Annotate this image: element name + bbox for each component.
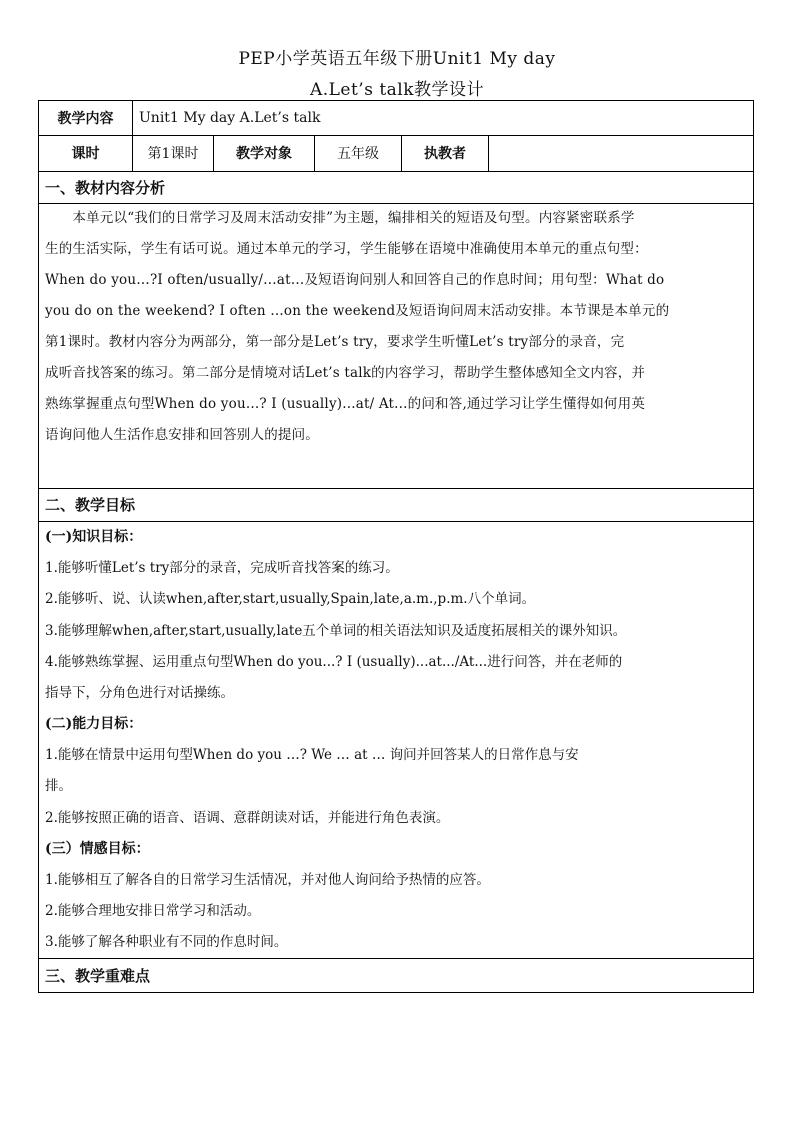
section3-heading-row <box>39 958 753 992</box>
section2-heading-row <box>39 488 753 522</box>
document-subtitle: A.Let’s talk教学设计 <box>309 80 485 100</box>
objective-item: 2.能够听、说、认读when,after,start,usually,Spain,late,a.m.,p.m.八个单词。 <box>45 591 536 607</box>
objective-item: 排。 <box>45 778 72 794</box>
analysis-line: 语询问他人生活作息安排和回答别人的提问。 <box>45 427 319 443</box>
section1-heading: 一、教材内容分析 <box>45 178 166 197</box>
content-label: 教学内容 <box>39 101 133 135</box>
objective-item: 3.能够了解各种职业有不同的作息时间。 <box>45 934 288 950</box>
knowledge-objectives-title: (一)知识目标： <box>45 529 143 545</box>
teacher-value <box>489 135 753 171</box>
audience-value: 五年级 <box>315 135 402 171</box>
objective-item: 指导下，分角色进行对话操练。 <box>45 685 234 701</box>
objective-item: 1.能够听懂Let’s try部分的录音，完成听音找答案的练习。 <box>45 560 399 576</box>
analysis-line: 第1课时。教材内容分为两部分，第一部分是Let’s try，要求学生听懂Let’s try部分的录音，完 <box>45 334 625 350</box>
section2-heading: 二、教学目标 <box>45 496 136 514</box>
analysis-line: 熟练掌握重点句型When do you...? I (usually)...at/ At...的问和答,通过学习让学生懂得如何用英 <box>45 396 646 412</box>
section3-heading: 三、教学重难点 <box>45 966 151 985</box>
content-row <box>39 101 753 136</box>
section1-body <box>39 203 753 489</box>
teacher-label: 执教者 <box>402 135 489 171</box>
objectives-list <box>45 521 749 958</box>
period-label: 课时 <box>39 135 133 171</box>
section1-heading-row <box>39 171 753 204</box>
objective-item: 2.能够按照正确的语音、语调、意群朗读对话，并能进行角色表演。 <box>45 810 450 826</box>
analysis-line: 本单元以“我们的日常学习及周末活动安排”为主题，编排相关的短语及句型。内容紧密联系学 <box>45 210 635 226</box>
lesson-plan-table <box>38 100 754 993</box>
emotion-objectives-title: (三）情感目标： <box>45 841 150 857</box>
objective-item: 1.能够在情景中运用句型When do you …? We … at … 询问并回答某人的日常作息与安 <box>45 747 579 763</box>
objective-item: 2.能够合理地安排日常学习和活动。 <box>45 903 261 919</box>
content-value: Unit1 My day A.Let’s talk <box>139 110 321 126</box>
objective-item: 1.能够相互了解各自的日常学习生活情况，并对他人询问给予热情的应答。 <box>45 872 490 888</box>
analysis-paragraph <box>45 203 747 451</box>
objective-item: 3.能够理解when,after,start,usually,late五个单词的相关语法知识及适度拓展相关的课外知识。 <box>45 623 627 639</box>
info-row <box>39 135 753 172</box>
audience-label: 教学对象 <box>214 135 315 171</box>
ability-objectives-title: (二)能力目标： <box>45 716 143 732</box>
analysis-line: 生的生活实际，学生有话可说。通过本单元的学习，学生能够在语境中准确使用本单元的重点句型： <box>45 241 648 257</box>
analysis-line: When do you…?I often/usually/…at…及短语询问别人和回答自己的作息时间；用句型：What do <box>45 272 665 288</box>
section2-body <box>39 521 753 959</box>
objective-item: 4.能够熟练掌握、运用重点句型When do you...? I (usually)...at.../At...进行问答，并在老师的 <box>45 654 623 670</box>
period-value: 第1课时 <box>133 135 214 171</box>
analysis-line: you do on the weekend? I often …on the weekend及短语询问周末活动安排。本节课是本单元的 <box>45 303 670 319</box>
document-title: PEP小学英语五年级下册Unit1 My day <box>238 49 556 69</box>
analysis-line: 成听音找答案的练习。第二部分是情境对话Let’s talk的内容学习，帮助学生整体感知全文内容，并 <box>45 365 646 381</box>
